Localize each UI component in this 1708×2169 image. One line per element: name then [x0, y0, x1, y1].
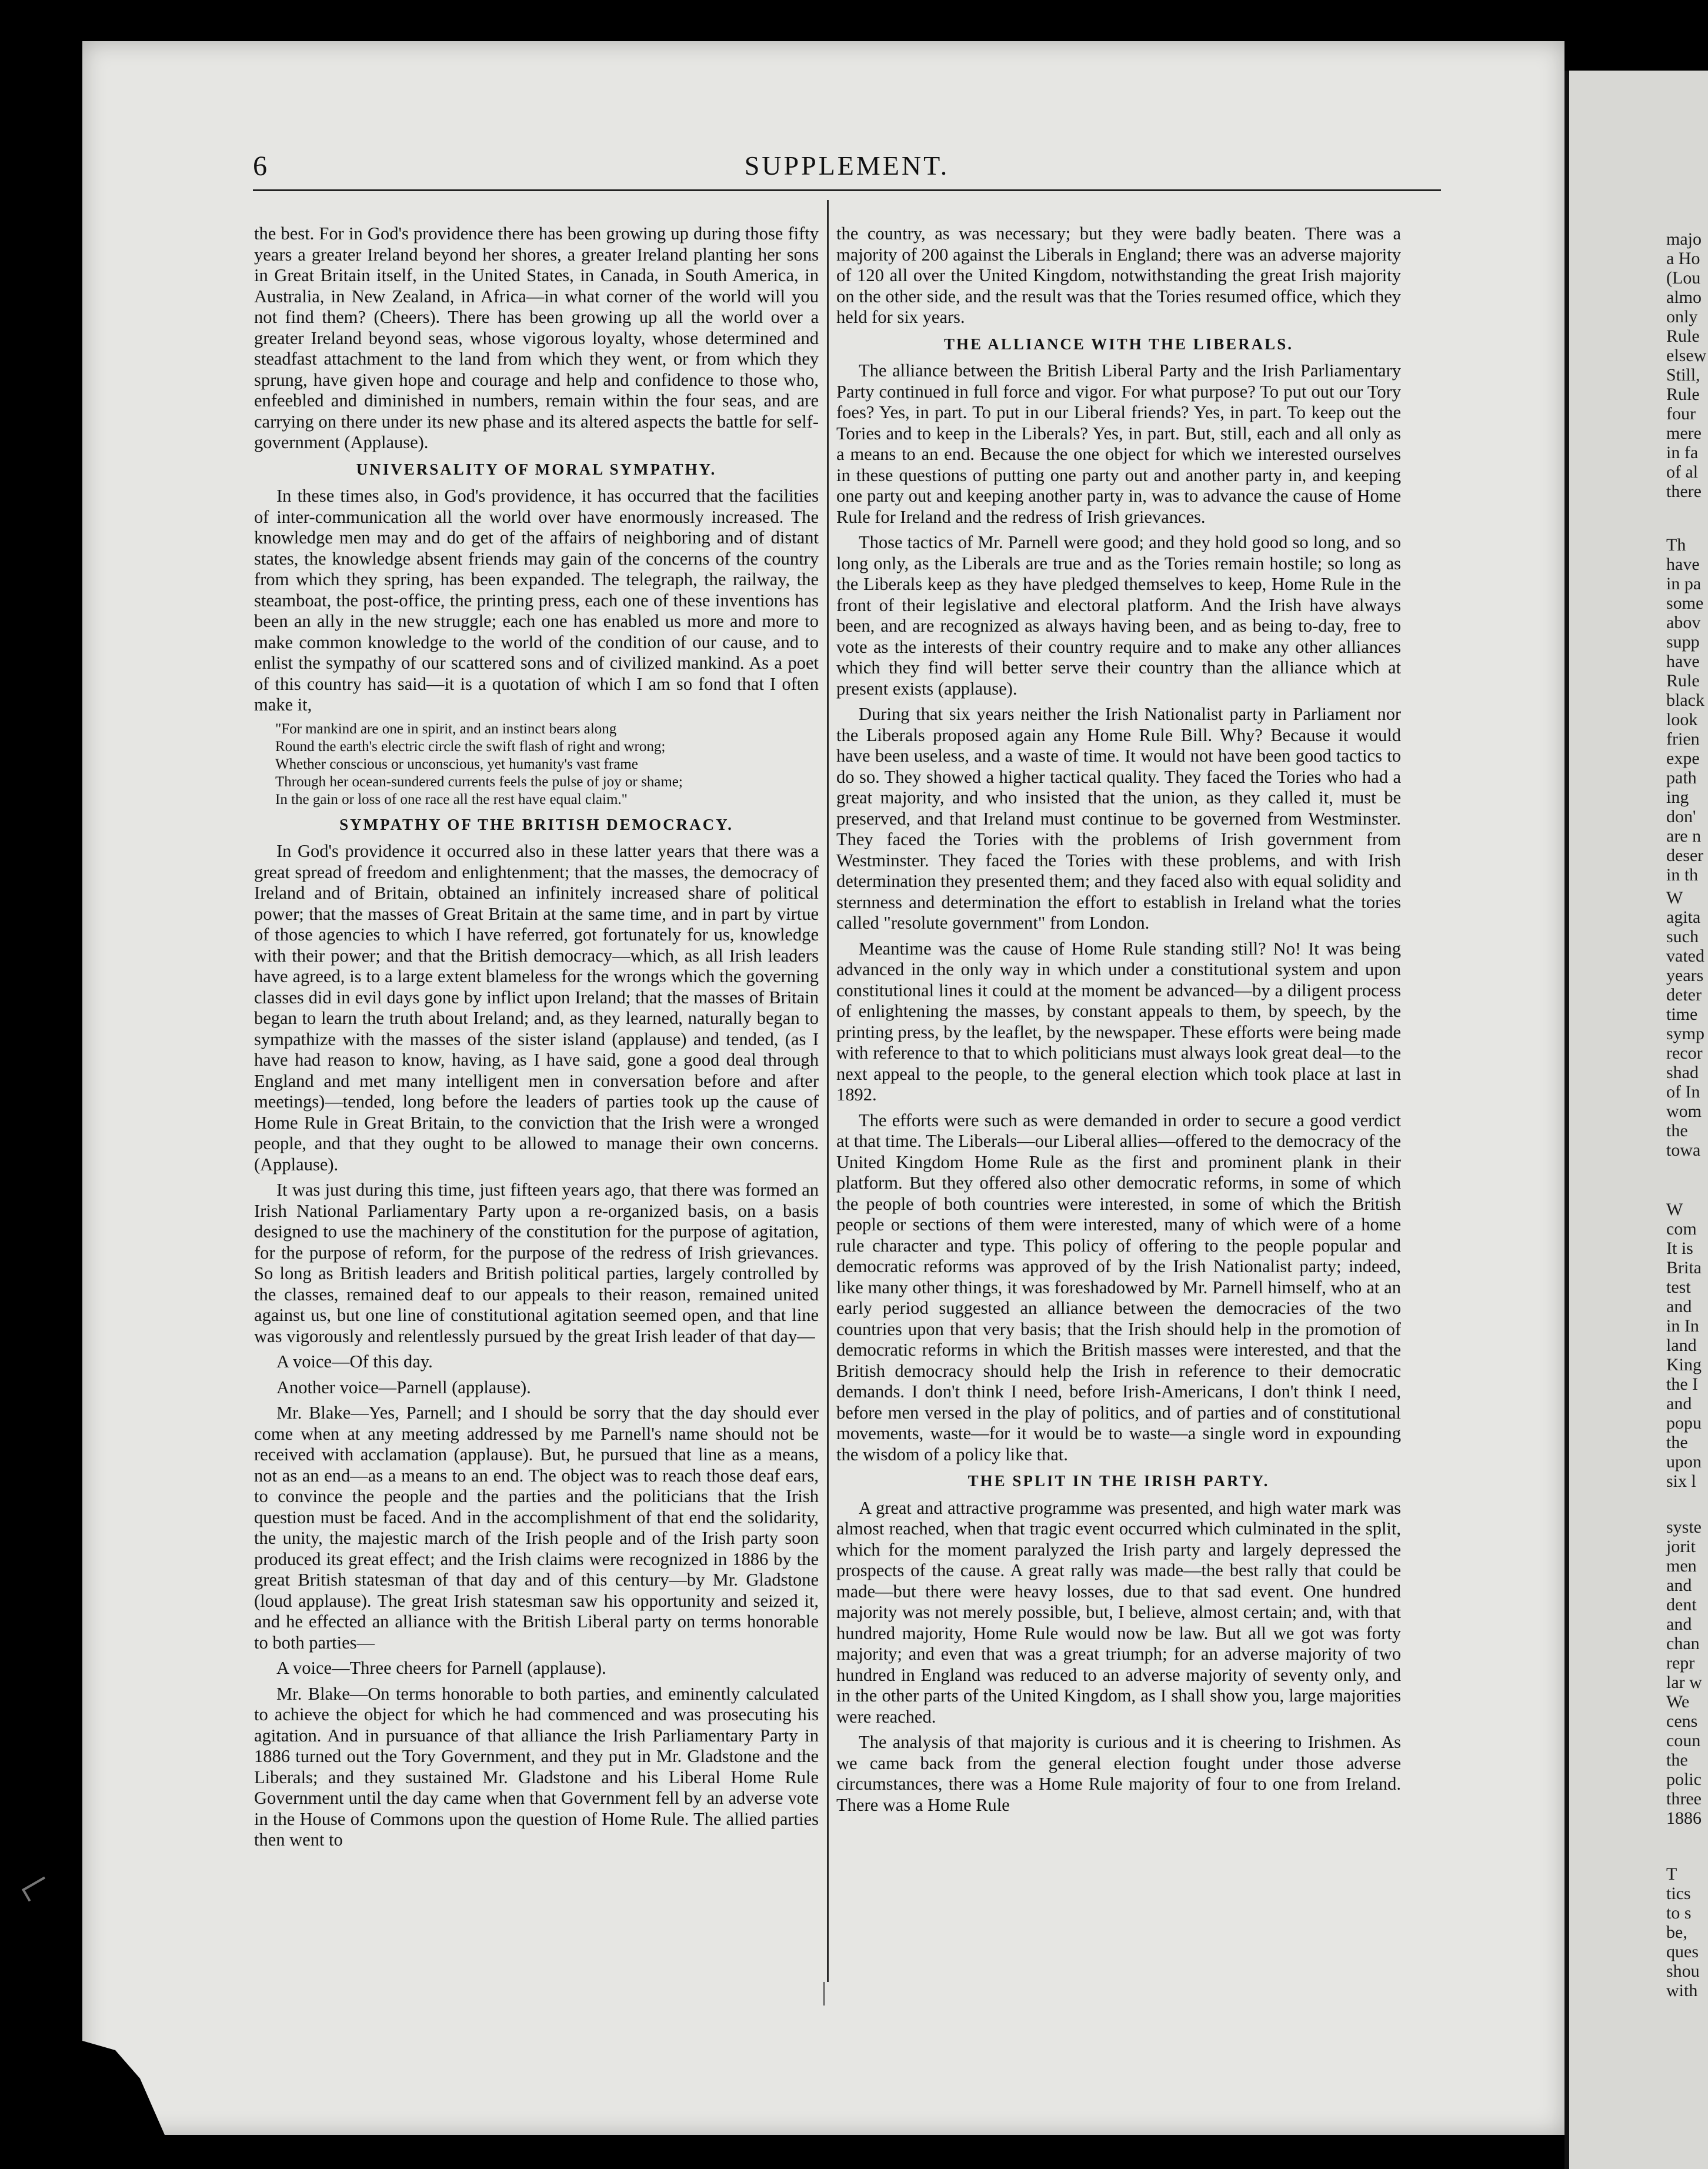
adjacent-page-line: W: [1666, 888, 1683, 907]
adjacent-page-line: years: [1666, 966, 1704, 985]
adjacent-page-line: syste: [1666, 1517, 1702, 1537]
adjacent-page-line: the: [1666, 1433, 1688, 1452]
adjacent-page-line: look: [1666, 710, 1698, 729]
adjacent-page-text-d: [1666, 1200, 1708, 1491]
adjacent-page-line: there: [1666, 482, 1702, 501]
adjacent-page-line: ing: [1666, 787, 1689, 807]
adjacent-page-line: coun: [1666, 1731, 1701, 1750]
adjacent-page-line: repr: [1666, 1653, 1695, 1673]
adjacent-page-line: T: [1666, 1864, 1677, 1884]
adjacent-page-line: Brita: [1666, 1258, 1702, 1277]
adjacent-page-line: 1886: [1666, 1808, 1702, 1828]
adjacent-page-text-c: [1666, 888, 1708, 1160]
adjacent-page-line: four: [1666, 404, 1696, 423]
section-heading: SYMPATHY OF THE BRITISH DEMOCRACY.: [339, 815, 733, 833]
adjacent-page-line: have: [1666, 652, 1700, 671]
section-heading: UNIVERSALITY OF MORAL SYMPATHY.: [356, 460, 717, 478]
adjacent-page-line: Rule: [1666, 385, 1700, 404]
adjacent-page-line: upon: [1666, 1452, 1702, 1471]
verse-line: In the gain or loss of one race all the rest have equal claim.": [275, 791, 628, 807]
adjacent-page-line: shou: [1666, 1961, 1700, 1981]
adjacent-page-line: land: [1666, 1336, 1697, 1355]
adjacent-page-line: only: [1666, 307, 1698, 326]
adjacent-page-line: lar w: [1666, 1673, 1702, 1692]
verse-line: "For mankind are one in spirit, and an instinct bears along: [275, 720, 617, 737]
adjacent-page-line: in fa: [1666, 443, 1699, 462]
adjacent-page-text-e: [1666, 1517, 1708, 1828]
adjacent-page-line: Rule: [1666, 671, 1700, 690]
adjacent-page-line: men: [1666, 1556, 1697, 1576]
adjacent-page-strip: [1564, 71, 1708, 2169]
paragraph: The efforts were such as were demanded in order to secure a good verdict at that time. The Liberals—our Liberal allies—offered to the democracy of the United Kingdom Home Rule as the first and prominent plank in their platform. But they offered also other democratic reforms, in some of which the people of both countries were interested, in some of which the British people or sections of them were interested, many of which were of a home rule character and type. This policy of offering to the people popular and democratic reforms was approved of by the Irish Nationalist party; indeed, like many other things, it was foreshadowed by Mr. Parnell himself, who at an early period suggested an alliance between the democracies of the two countries upon that very basis; that the Irish should help in the promotion of democratic reforms in which the British masses were interested, and that the British democracy should help the Irish in reference to their democratic demands. I don't think I need, before Irish-Americans, I don't think I need, before men versed in the play of politics, and of parties and of constitutional movements, waste—for it would be to waste—a single word in expounding the wisdom of a policy like that.: [836, 1110, 1401, 1464]
adjacent-page-line: jorit: [1666, 1537, 1696, 1556]
paragraph: A voice—Of this day.: [276, 1352, 433, 1372]
paragraph: Mr. Blake—On terms honorable to both parties, and eminently calculated to achieve the object for which he had commenced and was prosecuting his agitation. And in pursuance of that alliance the Irish Parliamentary Party in 1886 turned out the Tory Government, and they put in Mr. Gladstone and the Liberals; and they sustained Mr. Gladstone and his Liberal Home Rule Government until the day came when that Government fell by an adverse vote in the House of Commons upon the question of Home Rule. The allied parties then went to: [254, 1683, 819, 1850]
adjacent-page-line: and: [1666, 1614, 1692, 1634]
page-header: [253, 150, 1441, 185]
paragraph: In these times also, in God's providence, it has occurred that the facilities of inter-communication all the world over have enormously increased. The knowledge men may and do get of the affairs of neighboring and of distant states, the knowledge absent friends may gain of the concerns of the country from which they spring, has been expanded. The telegraph, the railway, the steamboat, the post-office, the printing press, each one of these inventions has been an ally in the new struggle; each one has enabled us more and more to make common knowledge to the world of the condition of our cause, and to enlist the sympathy of our scattered sons and of civilized mankind. As a poet of this country has said—it is a quotation of which I am so fond that I often make it,: [254, 486, 819, 715]
adjacent-page-line: test: [1666, 1277, 1691, 1297]
adjacent-page-line: six l: [1666, 1471, 1696, 1491]
adjacent-page-line: have: [1666, 555, 1700, 574]
adjacent-page-line: polic: [1666, 1770, 1702, 1789]
adjacent-page-line: three: [1666, 1789, 1702, 1808]
adjacent-page-line: and: [1666, 1297, 1692, 1316]
adjacent-page-line: elsew: [1666, 346, 1707, 365]
paragraph: Mr. Blake—Yes, Parnell; and I should be sorry that the day should ever come when at any meeting addressed by me Parnell's name should not be received with acclamation (applause). But, he pursued that line as a means, not as an end—as a means to an end. The object was to reach those deaf ears, to convince the people and the parties and the politicians that the Irish question must be faced. And in the accomplishment of that end the solidarity, the unity, the majestic march of the Irish people and of the Irish party soon produced its great effect; and the Irish claims were recognized in 1886 by the great British statesman of that day and of this century—by Mr. Gladstone (loud applause). The great Irish statesman saw his opportunity and seized it, and he effected an alliance with the British Liberal party on terms honorable to both parties—: [254, 1403, 819, 1653]
adjacent-page-line: in th: [1666, 865, 1699, 885]
adjacent-page-line: the I: [1666, 1374, 1699, 1394]
adjacent-page-line: We: [1666, 1692, 1690, 1711]
adjacent-page-line: don': [1666, 807, 1696, 826]
verse-line: Round the earth's electric circle the swift flash of right and wrong;: [275, 738, 666, 755]
adjacent-page-line: symp: [1666, 1024, 1705, 1043]
adjacent-page-line: Rule: [1666, 326, 1700, 346]
adjacent-page-line: Th: [1666, 535, 1686, 555]
paragraph: Another voice—Parnell (applause).: [276, 1377, 531, 1397]
adjacent-page-line: the: [1666, 1121, 1688, 1140]
adjacent-page-line: popu: [1666, 1413, 1702, 1433]
right-column: [836, 223, 1401, 1964]
adjacent-page-line: frien: [1666, 729, 1700, 749]
adjacent-page-line: expe: [1666, 749, 1700, 768]
running-title: SUPPLEMENT.: [744, 151, 950, 181]
adjacent-page-line: W: [1666, 1200, 1683, 1219]
verse-line: Through her ocean-sundered currents feels the pulse of joy or shame;: [275, 773, 683, 790]
adjacent-page-line: almo: [1666, 288, 1702, 307]
adjacent-page-line: abov: [1666, 613, 1701, 632]
paragraph: In God's providence it occurred also in these latter years that there was a great spread of freedom and enlightenment; that the masses, the democracy of Ireland and of Britain, obtained an infinitely increased share of political power; that the masses of Great Britain at the same time, and in part by virtue of those agencies to which I have referred, got fortunately for us, knowledge with their power; and that the British democracy—which, as all Irish leaders have agreed, is to a large extent blameless for the wrongs which the governing classes did in evil days gone by inflict upon Ireland; that the masses of Britain began to learn the truth about Ireland; and, as they learned, naturally began to sympathize with the masses of the sister island (applause) and tended, (as I have had reason to know, having, as I have said, gone a good deal through England and met many intelligent men in conversation before and after meetings)—tended, long before the leaders of parties took up the cause of Home Rule in Great Britain, to the conviction that the Irish were a wronged people, and that they ought to be allowed to manage their own concerns. (Applause).: [254, 841, 819, 1174]
adjacent-page-line: and: [1666, 1394, 1692, 1413]
adjacent-page-line: and: [1666, 1576, 1692, 1595]
paragraph: The analysis of that majority is curious and it is cheering to Irishmen. As we came back from the general election fought under those adverse circumstances, there was a Home Rule majority of four to one from Ireland. There was a Home Rule: [836, 1732, 1401, 1815]
adjacent-page-text-b: [1666, 535, 1708, 885]
adjacent-page-text-a: [1666, 229, 1708, 501]
adjacent-page-line: (Lou: [1666, 268, 1701, 288]
adjacent-page-line: of In: [1666, 1082, 1700, 1102]
adjacent-page-line: tics: [1666, 1884, 1691, 1903]
adjacent-page-line: such: [1666, 927, 1699, 946]
header-rule: [253, 189, 1441, 191]
adjacent-page-line: path: [1666, 768, 1697, 787]
adjacent-page-text-f: [1666, 1864, 1708, 2000]
adjacent-page-line: supp: [1666, 632, 1700, 652]
adjacent-page-line: deser: [1666, 846, 1704, 865]
adjacent-page-line: ques: [1666, 1942, 1699, 1961]
adjacent-page-line: wom: [1666, 1102, 1702, 1121]
adjacent-page-line: be,: [1666, 1923, 1687, 1942]
paragraph: Meantime was the cause of Home Rule standing still? No! It was being advanced in the only way in which under a constitutional system and upon constitutional lines it could at the moment be advanced—by a diligent process of enlightening the masses, by constant appeals to them, by speech, by the printing press, by the leaflet, by the newspaper. These efforts were being made with reference to that to which politicians must always look great deal—to the next appeal to the people, to the general election which took place at last in 1892.: [836, 938, 1401, 1104]
paragraph: the best. For in God's providence there has been growing up during those fifty years a greater Ireland beyond her shores, a greater Ireland planting her sons in Great Britain itself, in the United States, in Canada, in South America, in Australia, in New Zealand, in Africa—in what corner of the world will you not find them? (Cheers). There has been growing up all the world over a greater Ireland beyond seas, whose vigorous loyalty, whose determined and steadfast attachment to the land from which they went, or from which they sprung, have given hope and courage and help and confidence to those who, enfeebled and diminished in numbers, remain within the four seas, and are carrying on there under its new phase and its altered aspects the battle for self-government (Applause).: [254, 223, 819, 452]
adjacent-page-line: agita: [1666, 907, 1701, 927]
verse-line: Whether conscious or unconscious, yet humanity's vast frame: [275, 756, 638, 772]
adjacent-page-line: cens: [1666, 1711, 1698, 1731]
adjacent-page-line: com: [1666, 1219, 1697, 1239]
paragraph: A great and attractive programme was presented, and high water mark was almost reached, when that tragic event occurred which culminated in the split, which for the moment paralyzed the Irish party and largely depressed the prospects of the cause. A great rally was made—the best rally that could be made—but there were heavy losses, due to that sad event. One hundred majority was not merely possible, but, I believe, almost certain; and, with that hundred majority, Home Rule would now be law. But all we got was forty majority; and even that was a great triumph; for an adverse majority of two hundred in England was reduced to an adverse majority of seventy only, and in the other parts of the United Kingdom, as I shall show you, large majorities were reached.: [836, 1497, 1401, 1727]
paragraph: the country, as was necessary; but they were badly beaten. There was a majority of 200 against the Liberals in England; there was an adverse majority of 120 all over the United Kingdom, notwithstanding the great Irish majority on the other side, and the result was that the Tories resumed office, which they held for six years.: [836, 223, 1401, 327]
adjacent-page-line: black: [1666, 690, 1704, 710]
section-heading: THE ALLIANCE WITH THE LIBERALS.: [944, 335, 1293, 353]
adjacent-page-line: It is: [1666, 1239, 1693, 1258]
adjacent-page-line: time: [1666, 1005, 1698, 1024]
adjacent-page-line: chan: [1666, 1634, 1700, 1653]
adjacent-page-line: are n: [1666, 826, 1702, 846]
adjacent-page-line: dent: [1666, 1595, 1697, 1614]
paragraph: During that six years neither the Irish Nationalist party in Parliament nor the Liberals proposed again any Home Rule Bill. Why? Because it would have been useless, and a waste of time. It would not have been good tactics to do so. They showed a higher tactical quality. They faced the Tories who had a great majority, and who insisted that the union, as they called it, must be preserved, and that Ireland must continue to be governed from Westminster. They faced the Tories with the problems of Irish government from Westminster. They faced the Tories with these problems, and with Irish determination they presented them; and they faced also with equal solidity and sternness and determination the effort to establish in Ireland what the tories called "resolute government" from London.: [836, 704, 1401, 933]
section-heading: THE SPLIT IN THE IRISH PARTY.: [968, 1472, 1270, 1490]
paragraph: It was just during this time, just fifteen years ago, that there was formed an Irish National Parliamentary Party upon a re-organized basis, on a basis designed to use the machinery of the constitution for the purpose of agitation, for the purpose of reform, for the purpose of the redress of Irish grievances. So long as British leaders and British political parties, largely controlled by the classes, remained deaf to our appeals to their reason, remained united against us, but one line of constitutional agitation seemed open, and that line was vigorously and relentlessly pursued by the great Irish leader of that day—: [254, 1180, 819, 1346]
paragraph: A voice—Three cheers for Parnell (applause).: [276, 1658, 606, 1678]
column-divider: [827, 200, 829, 1982]
adjacent-page-line: deter: [1666, 985, 1702, 1005]
adjacent-page-line: the: [1666, 1750, 1688, 1770]
left-column: [254, 223, 819, 1964]
fold-mark: [823, 1982, 829, 2006]
adjacent-page-line: King: [1666, 1355, 1702, 1374]
adjacent-page-line: recor: [1666, 1043, 1703, 1063]
adjacent-page-line: Still,: [1666, 365, 1700, 385]
adjacent-page-line: in In: [1666, 1316, 1699, 1336]
page-number: 6: [253, 151, 267, 182]
adjacent-page-line: some: [1666, 593, 1704, 613]
paragraph: Those tactics of Mr. Parnell were good; and they hold good so long, and so long only, as the Liberals are true and as the Tories remain hostile; so long as the Liberals keep as they have pledged themselves to keep, Home Rule in the front of their legislative and electoral platform. And the Irish have always been, and are recognized as always having been, and as being to-day, free to vote as the interests of their country require and to make any other alliances which they find will better serve their country than the alliance which at present exists (applause).: [836, 532, 1401, 699]
adjacent-page-line: towa: [1666, 1140, 1701, 1160]
adjacent-page-line: mere: [1666, 423, 1702, 443]
adjacent-page-line: majo: [1666, 229, 1702, 249]
verse-quotation: [275, 720, 819, 809]
adjacent-page-line: with: [1666, 1981, 1698, 2000]
adjacent-page-line: in pa: [1666, 574, 1702, 593]
scan-mark: [22, 1877, 51, 1902]
adjacent-page-line: shad: [1666, 1063, 1699, 1082]
paragraph: The alliance between the British Liberal Party and the Irish Parliamentary Party continued in full force and vigor. For what purpose? To put out our Tory foes? Yes, in part. To put in our Liberal friends? Yes, in part. To keep out the Tories and to keep in the Liberals? Yes, in part. But, still, each and all only as a means to an end. Because the one object for which we interested ourselves in these questions of putting one party out and another party in, and keeping one party out and keeping another party in, was to advance the cause of Home Rule for Ireland and the redress of Irish grievances.: [836, 361, 1401, 527]
adjacent-page-line: vated: [1666, 946, 1704, 966]
adjacent-page-line: a Ho: [1666, 249, 1700, 268]
adjacent-page-line: of al: [1666, 462, 1699, 482]
adjacent-page-line: to s: [1666, 1903, 1692, 1923]
